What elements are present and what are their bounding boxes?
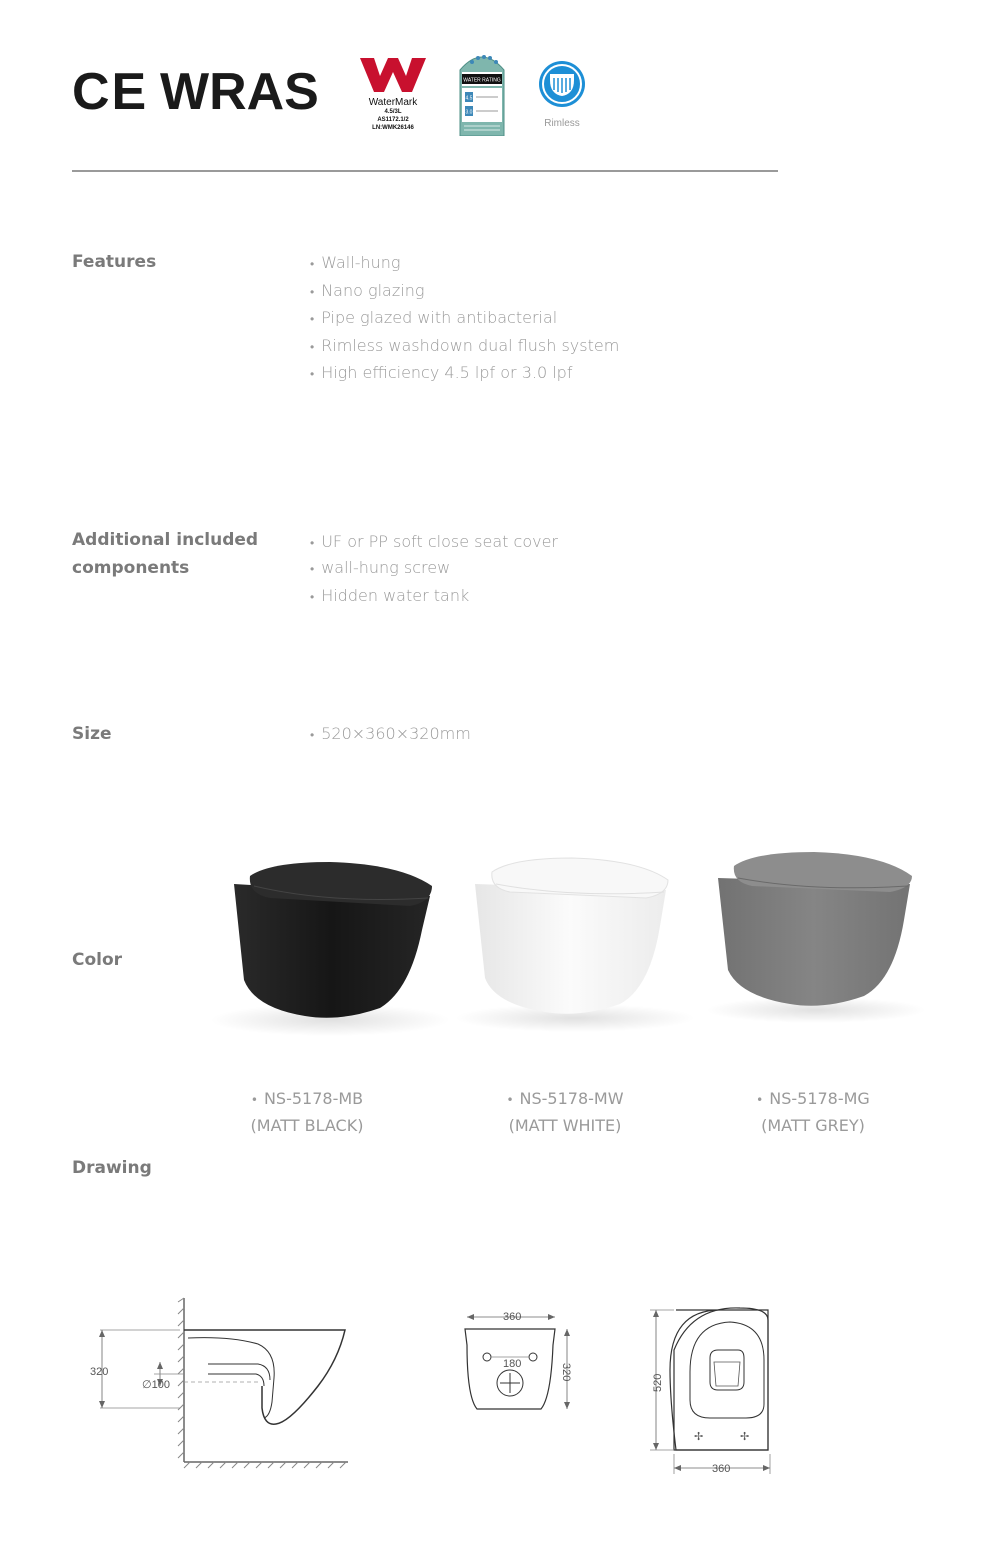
components-heading <box>72 526 258 582</box>
wras-logo: WRAS <box>160 63 319 121</box>
list-item: • High efficiency 4.5 lpf or 3.0 lpf <box>310 359 619 387</box>
variant-name: (MATT GREY) <box>761 1116 865 1135</box>
list-item: • UF or PP soft close seat cover <box>310 528 558 556</box>
toilet-grey-image <box>706 852 926 1023</box>
variant-black-caption <box>207 1086 407 1138</box>
toilet-black-image <box>210 862 450 1036</box>
watermark-w-icon <box>360 58 426 92</box>
size-heading: Size <box>72 724 112 744</box>
components-heading-line1: Additional included <box>72 530 259 550</box>
ce-mark: CE <box>72 63 149 121</box>
components-heading-line2: components <box>72 558 190 578</box>
water-rating-full: 4.5 <box>465 95 473 102</box>
drawing-heading: Drawing <box>72 1158 152 1178</box>
water-rating-half: 3.0 <box>465 109 473 116</box>
top-length-label: 520 <box>652 1373 664 1392</box>
features-heading: Features <box>72 252 157 272</box>
rimless-icon <box>538 60 586 108</box>
header-divider <box>72 170 778 172</box>
list-item: • Pipe glazed with antibacterial <box>310 304 619 332</box>
rimless-badge <box>538 60 586 129</box>
watermark-standard: AS1172.1/2 <box>377 117 409 123</box>
product-images <box>210 840 930 1040</box>
list-item: • wall-hung screw <box>310 556 558 582</box>
size-value: • 520×360×320mm <box>310 720 471 748</box>
back-height-label: 320 <box>560 1363 572 1382</box>
features-list <box>310 249 619 387</box>
list-item: • Nano glazing <box>310 277 619 305</box>
back-view-drawing <box>455 1305 585 1420</box>
variant-name: (MATT WHITE) <box>508 1116 622 1135</box>
top-view-drawing <box>640 1300 780 1480</box>
svg-text:✢: ✢ <box>740 1431 750 1443</box>
components-list <box>310 528 558 609</box>
list-item: • Hidden water tank <box>310 582 558 610</box>
variant-code: • NS-5178-MG <box>713 1086 913 1113</box>
variant-code: • NS-5178-MW <box>465 1086 665 1113</box>
toilet-white-image <box>455 858 695 1032</box>
side-view-drawing <box>80 1290 370 1480</box>
watermark-rating: 4.5/3L <box>384 109 402 115</box>
size-list <box>310 720 471 748</box>
side-outlet-label: ∅100 <box>142 1379 170 1391</box>
list-item: • Wall-hung <box>310 249 619 277</box>
water-rating-label <box>458 50 506 136</box>
watermark-name: WaterMark <box>368 97 418 108</box>
variant-grey-caption <box>713 1086 913 1138</box>
list-item: • Rimless washdown dual flush system <box>310 332 619 360</box>
back-bolt-label: 180 <box>503 1358 522 1370</box>
variant-white-caption <box>465 1086 665 1138</box>
svg-text:✢: ✢ <box>694 1431 704 1443</box>
watermark-licence: LN:WMK26146 <box>372 125 414 131</box>
top-width-label: 360 <box>712 1463 731 1475</box>
rimless-label: Rimless <box>544 118 580 129</box>
variant-code: • NS-5178-MB <box>207 1086 407 1113</box>
side-height-label: 320 <box>90 1366 109 1378</box>
variant-name: (MATT BLACK) <box>250 1116 364 1135</box>
water-rating-title: WATER RATING <box>463 77 501 84</box>
color-heading: Color <box>72 950 123 970</box>
back-width-label: 360 <box>503 1311 522 1323</box>
watermark-logo <box>358 58 428 132</box>
